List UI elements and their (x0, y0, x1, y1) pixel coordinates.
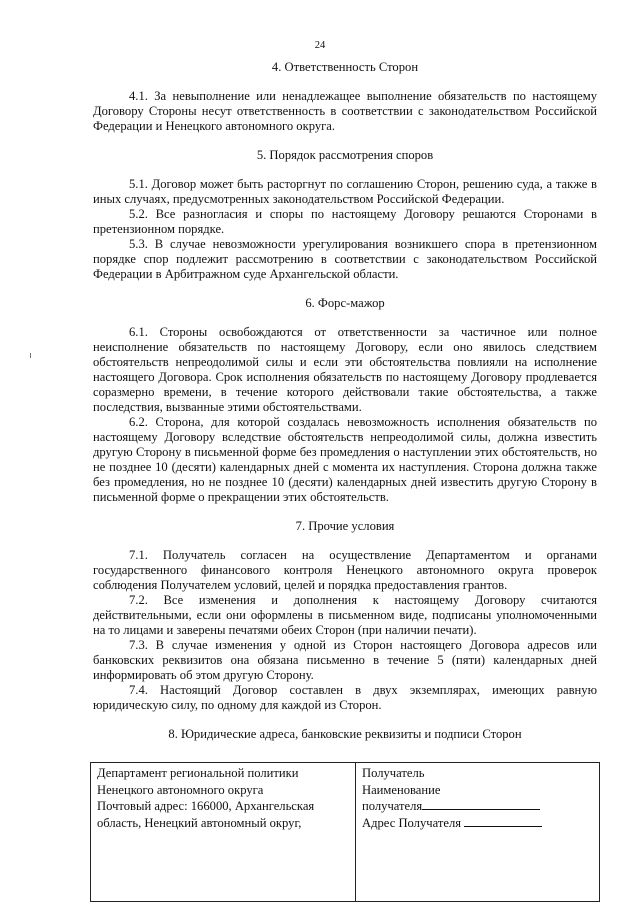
recipient-line-3: получателя (362, 799, 423, 813)
page-number: 24 (314, 40, 326, 51)
department-line-4: область, Ненецкий автономный округ, (97, 815, 302, 830)
clause-5-1: 5.1. Договор может быть расторгнут по соглашению Сторон, решению суда, а также в иных случаях, предусмотренных законодательством Российской Федерации. (93, 177, 597, 206)
document-body (93, 60, 597, 742)
recipient-line-2: Наименование (362, 782, 441, 797)
party-department-cell (91, 763, 356, 902)
clause-6-2: 6.2. Сторона, для которой создалась невозможность исполнения обязательств по настоящему Договору вследствие обстоятельств непреодолимой силы, должна известить другую Сторону в письменной форме без промедления о наступлении этих обстоятельств, но не позднее 10 (десяти) календарных дней с момента их наступления. Сторона должна также без промедления, но не позднее 10 (десяти) календарных дней известить другую Сторону в письменной форме о прекращении этих обстоятельств. (93, 415, 597, 504)
section-heading-5: 5. Порядок рассмотрения споров (256, 148, 434, 162)
clause-5-3: 5.3. В случае невозможности урегулирования возникшего спора в претензионном порядке спор подлежит рассмотрению в соответствии с законодательством Российской Федерации в Арбитражном суде Архангельской области. (93, 237, 597, 281)
clause-7-4: 7.4. Настоящий Договор составлен в двух экземплярах, имеющих равную юридическую силу, по одному для каждой из Сторон. (93, 683, 597, 712)
clause-7-2: 7.2. Все изменения и дополнения к настоящему Договору считаются действительными, если они оформлены в письменном виде, подписаны уполномоченными на то лицами и заверены печатями обеих Сторон (при наличии печати). (93, 593, 597, 637)
section-heading-7: 7. Прочие условия (295, 519, 395, 533)
recipient-name-blank (422, 799, 540, 810)
recipient-line-1: Получатель (362, 766, 425, 780)
department-line-1: Департамент региональной политики (97, 766, 299, 780)
recipient-address-blank (464, 816, 542, 827)
clause-5-2: 5.2. Все разногласия и споры по настоящему Договору решаются Сторонами в претензионном порядке. (93, 207, 597, 236)
party-recipient-cell (356, 763, 600, 902)
clause-7-1: 7.1. Получатель согласен на осуществление Департаментом и органами государственного финансового контроля Ненецкого автономного округа проверок соблюдения Получателем условий, целей и порядка предоставления грантов. (93, 548, 597, 592)
section-heading-4: 4. Ответственность Сторон (271, 60, 419, 74)
clause-7-3: 7.3. В случае изменения у одной из Сторон настоящего Договора адресов или банковских реквизитов она обязана письменно в течение 5 (пяти) календарных дней информировать об этом другую Сторону. (93, 638, 597, 682)
clause-4-1: 4.1. За невыполнение или ненадлежащее выполнение обязательств по настоящему Договору Стороны несут ответственность в соответствии с законодательством Российской Федерации и Ненецкого автономного округа. (93, 89, 597, 133)
margin-mark (30, 353, 31, 358)
section-heading-6: 6. Форс-мажор (305, 296, 385, 310)
department-line-2: Ненецкого автономного округа (97, 782, 264, 797)
department-line-3: Почтовый адрес: 166000, Архангельская (97, 799, 315, 813)
section-heading-8: 8. Юридические адреса, банковские реквизиты и подписи Сторон (168, 727, 522, 741)
signature-table (90, 762, 600, 902)
recipient-line-4: Адрес Получателя (362, 815, 462, 830)
recipient-line-3-row (362, 798, 593, 815)
clause-6-1: 6.1. Стороны освобождаются от ответственности за частичное или полное неисполнение обязательств по настоящему Договору, если оно явилось следствием обстоятельств непреодолимой силы и если эти обстоятельства повлияли на исполнение настоящего Договора. Срок исполнения обязательств по настоящему Договору продлевается соразмерно времени, в течение которого действовали такие обстоятельства, а также последствия, вызванные этими обстоятельствами. (93, 325, 597, 414)
recipient-line-4-row (362, 815, 593, 832)
